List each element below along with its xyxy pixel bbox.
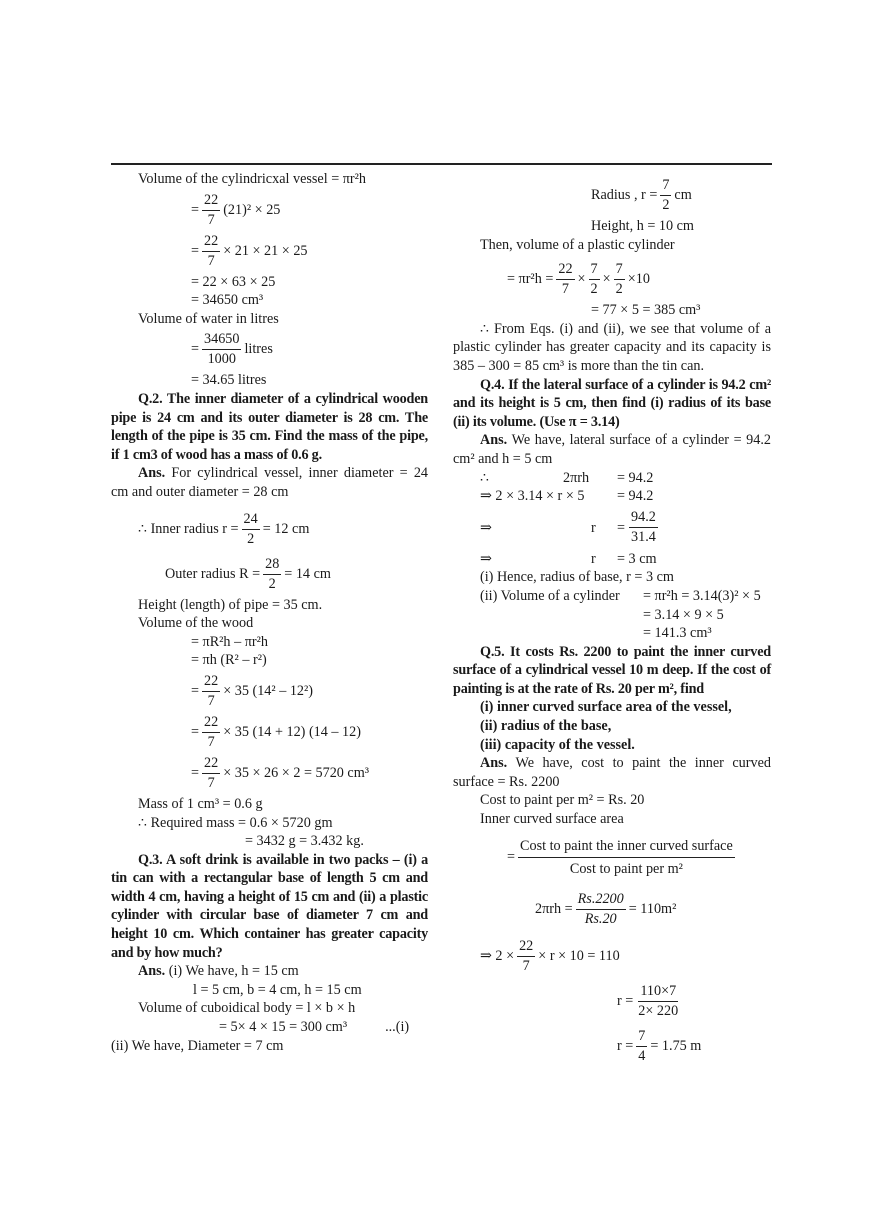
- radius-result: r = $\frac{7}{4}$ = 1.75 m: [617, 1027, 702, 1064]
- step-1: = $\frac{22}{7}$ (21)² × 25: [191, 191, 281, 228]
- question-4: Q.4. If the lateral surface of a cylinder is 94.2 cm² and its height is 5 cm, then find (i) radius of its base (ii) its volume. (Use π = 3.14): [453, 376, 771, 430]
- question-3: Q.3. A soft drink is available in two packs – (i) a tin can with a rectangular base of length 5 cm and width 4 cm, having a height of 15 cm and (ii) a plastic cylinder with circular base of diameter 7 cm and height 10 cm. Which container has greater capacity and by how much?: [111, 851, 428, 961]
- radius-step: r = $\frac{110\times 7}{2\times 220}$: [617, 982, 679, 1019]
- cost-fraction: = $\frac{\text{Cost to paint the inner curved surface}}{\text{Cost to paint per m²}}$: [453, 835, 771, 880]
- answer-3-line-5: (ii) We have, Diameter = 7 cm: [111, 1037, 284, 1054]
- question-5-iii: (iii) capacity of the vessel.: [480, 736, 635, 753]
- radius-line: Radius , r = $\frac{7}{2}$ cm: [591, 177, 692, 213]
- eq-1: ∴ 2πrh = 94.2: [480, 469, 654, 486]
- comparison: ∴ From Eqs. (i) and (ii), we see that volume of a plastic cylinder has greater capacity and its capacity is 385 – 300 = 85 cm³ is more than the tin can.: [453, 320, 771, 374]
- plastic-volume: = πr²h = $\frac{22}{7}$ × $\frac{7}{2}$ × $\frac{7}{2}$ ×10: [507, 261, 650, 298]
- height-line: Height, h = 10 cm: [591, 218, 694, 234]
- inner-radius: ∴ Inner radius r = $\frac{24}{2}$ = 12 cm: [138, 510, 310, 547]
- eq-3: ⇒ r = $\frac{94.2}{31.4}$: [480, 508, 656, 545]
- eq-4: ⇒ r = 3 cm: [480, 550, 657, 567]
- step-4: = 34650 cm³: [191, 292, 264, 309]
- mass-1: Mass of 1 cm³ = 0.6 g: [138, 795, 263, 812]
- answer-3-line-1: Ans. (i) We have, h = 15 cm: [138, 963, 299, 980]
- answer-3-line-3: Volume of cuboidical body = l × b × h: [138, 1000, 356, 1017]
- water-step-2: = 34.65 litres: [191, 372, 267, 389]
- header-rule: [111, 163, 772, 165]
- wood-step-2: = πh (R² – r²): [191, 652, 267, 669]
- step-3: = 22 × 63 × 25: [191, 273, 276, 290]
- plastic-volume-2: = 77 × 5 = 385 cm³: [591, 302, 701, 319]
- result-4: = 141.3 cm³: [643, 625, 712, 642]
- question-5-ii: (ii) radius of the base,: [480, 718, 612, 735]
- wood-step-4: = $\frac{22}{7}$ × 35 (14 + 12) (14 – 12): [191, 713, 361, 750]
- answer-4: Ans. We have, lateral surface of a cylinder = 94.2 cm² and h = 5 cm: [453, 432, 771, 467]
- cost-per-m2: Cost to paint per m² = Rs. 20: [480, 792, 645, 809]
- answer-3-line-4: = 5× 4 × 15 = 300 cm³ ...(i): [219, 1019, 410, 1036]
- water-step-1: = $\frac{34650}{1000}$ litres: [191, 331, 273, 368]
- left-column: [111, 170, 428, 1055]
- then-line: Then, volume of a plastic cylinder: [480, 236, 675, 253]
- question-5: Q.5. It costs Rs. 2200 to paint the inner curved surface of a cylindrical vessel 10 m deep. If the cost of painting is at the rate of Rs. 20 per m², find: [453, 643, 771, 697]
- result-3: = 3.14 × 9 × 5: [643, 606, 724, 623]
- answer-2: Ans. For cylindrical vessel, inner diameter = 24 cm and outer diameter = 28 cm: [111, 465, 429, 500]
- result-2: (ii) Volume of a cylinder = πr²h = 3.14(3)² × 5: [480, 587, 761, 604]
- step-2: = $\frac{22}{7}$ × 21 × 21 × 25: [191, 232, 308, 269]
- wood-volume: Volume of the wood: [138, 615, 254, 632]
- answer-3-line-2: l = 5 cm, b = 4 cm, h = 15 cm: [193, 981, 362, 998]
- question-2: Q.2. The inner diameter of a cylindrical wooden pipe is 24 cm and its outer diameter is 28 cm. The length of the pipe is 35 cm. Find the mass of the pipe, if 1 cm3 of wood has a mass of 0.6 g.: [111, 390, 428, 463]
- question-5-i: (i) inner curved surface area of the vessel,: [480, 699, 732, 716]
- area-formula: 2πrh = $\frac{Rs.2200}{Rs.20}$ = 110m²: [535, 890, 677, 927]
- answer-5: Ans. We have, cost to paint the inner curved surface = Rs. 2200: [453, 755, 771, 790]
- result-1: (i) Hence, radius of base, r = 3 cm: [480, 569, 674, 586]
- wood-step-5: = $\frac{22}{7}$ × 35 × 26 × 2 = 5720 cm³: [191, 754, 370, 791]
- mass-3: = 3432 g = 3.432 kg.: [245, 833, 364, 850]
- wood-step-1: = πR²h – πr²h: [191, 633, 268, 650]
- eq-2: ⇒ 2 × 3.14 × r × 5 = 94.2: [480, 488, 654, 505]
- radius-formula: ⇒ 2 × $\frac{22}{7}$ × r × 10 = 110: [480, 937, 620, 974]
- pipe-height: Height (length) of pipe = 35 cm.: [138, 596, 323, 613]
- outer-radius: Outer radius R = $\frac{28}{2}$ = 14 cm: [165, 555, 331, 592]
- water-label: Volume of water in litres: [138, 310, 279, 327]
- mass-2: ∴ Required mass = 0.6 × 5720 gm: [138, 814, 333, 831]
- vessel-volume: Volume of the cylindricxal vessel = πr²h: [138, 171, 366, 187]
- right-column: [453, 170, 771, 1068]
- icsa-label: Inner curved surface area: [480, 811, 624, 828]
- wood-step-3: = $\frac{22}{7}$ × 35 (14² – 12²): [191, 672, 314, 709]
